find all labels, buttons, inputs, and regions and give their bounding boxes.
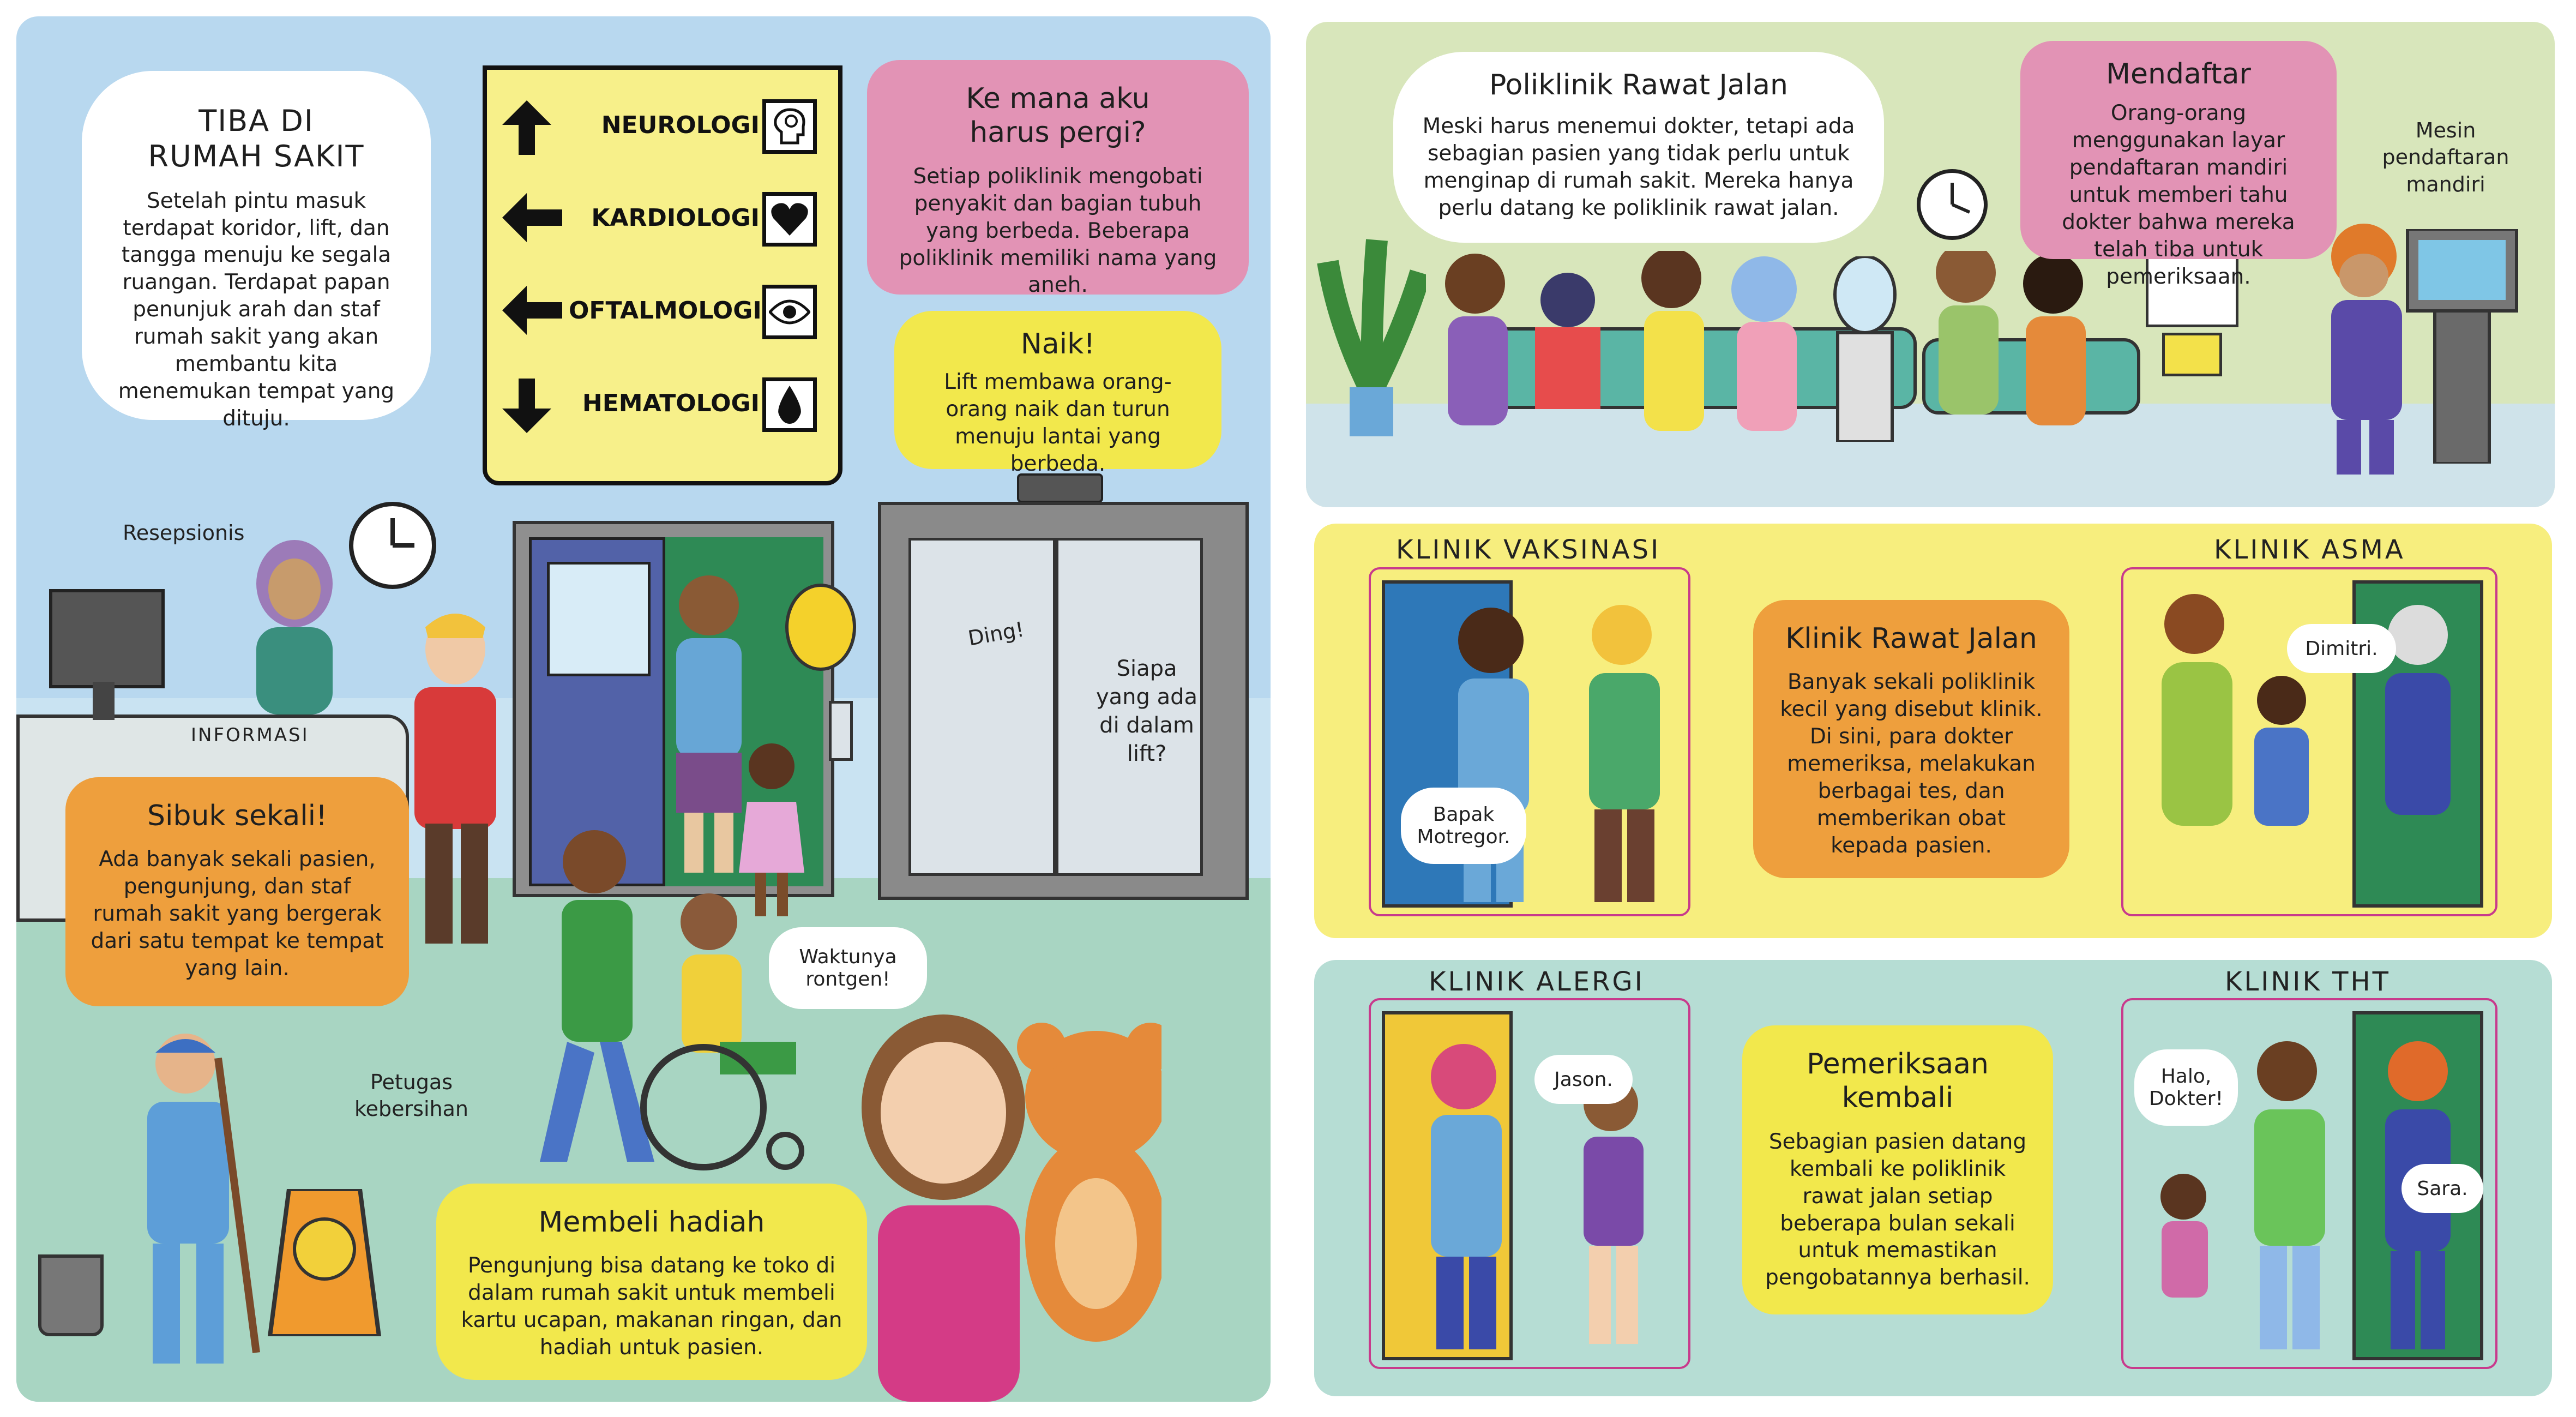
wet-floor-sign bbox=[267, 1189, 382, 1336]
outpatient-title: Poliklinik Rawat Jalan bbox=[1489, 69, 1788, 101]
intro-body: Setelah pintu masuk terdapat koridor, lift, dan tangga menuju ke segala ruangan. Terdapat papan penunjuk arah dan staf rumah sakit yang akan membantu kita menemukan tempat yang dituju. bbox=[118, 188, 395, 431]
girl-with-teddy bbox=[856, 998, 1161, 1402]
clinics-panel bbox=[1314, 524, 2552, 938]
sign-label-neurologi: NEUROLOGI bbox=[601, 111, 760, 139]
vaccine-speech-bubble: Bapak Motregor. bbox=[1401, 788, 1526, 864]
where-title: Ke mana aku harus pergi? bbox=[966, 82, 1150, 149]
register-box bbox=[2020, 41, 2337, 289]
door-window bbox=[547, 562, 651, 676]
asthma-clinic-frame bbox=[2121, 567, 2497, 916]
up-arrow-icon bbox=[502, 100, 551, 155]
sign-row-neurologi bbox=[487, 85, 847, 167]
heart-icon bbox=[762, 192, 817, 247]
sign-label-kardiologi: KARDIOLOGI bbox=[591, 204, 760, 232]
outpatient-clinic-body: Banyak sekali poliklinik kecil yang disebut klinik. Di sini, para dokter memeriksa, melakukan berbagai tes, dan memberikan obat kepada pasien. bbox=[1780, 670, 2043, 858]
busy-box bbox=[65, 777, 409, 1006]
busy-body: Ada banyak sekali pasien, pengunjung, dan staf rumah sakit yang bergerak dari satu tempat ke tempat yang lain. bbox=[91, 847, 384, 981]
vaccine-clinic-title: KLINIK VAKSINASI bbox=[1396, 535, 1661, 565]
gift-title: Membeli hadiah bbox=[538, 1206, 765, 1239]
lift-title: Naik! bbox=[1020, 328, 1096, 361]
gift-body: Pengunjung bisa datang ke toko di dalam rumah sakit untuk membeli kartu ucapan, makanan ringan, dan hadiah untuk pasien. bbox=[461, 1253, 842, 1360]
busy-title: Sibuk sekali! bbox=[147, 800, 327, 832]
lift-call-button[interactable] bbox=[829, 701, 853, 761]
ent-clinic-frame bbox=[2121, 998, 2497, 1369]
potted-plant bbox=[1317, 229, 1426, 436]
info-desk-label: INFORMASI bbox=[191, 724, 309, 746]
followup-box bbox=[1742, 1025, 2053, 1314]
outpatient-clinic-title: Klinik Rawat Jalan bbox=[1785, 622, 2037, 655]
followup-title: Pemeriksaan kembali bbox=[1807, 1048, 1989, 1115]
followup-panel bbox=[1314, 960, 2552, 1396]
sign-row-oftalmologi bbox=[487, 271, 847, 352]
outpatient-box bbox=[1393, 52, 1884, 243]
intro-title: TIBA DI RUMAH SAKIT bbox=[148, 104, 365, 173]
allergy-clinic-frame bbox=[1369, 998, 1690, 1369]
computer-monitor bbox=[49, 589, 165, 688]
cleaner-figure bbox=[93, 1025, 267, 1374]
lift-question-text: Siapa yang ada di dalam lift? bbox=[1096, 656, 1198, 766]
left-arrow-icon bbox=[502, 193, 562, 242]
left-page bbox=[16, 16, 1271, 1402]
sign-row-kardiologi bbox=[487, 178, 847, 260]
brain-head-icon bbox=[762, 99, 817, 154]
wall-clock bbox=[349, 502, 436, 589]
ent-clinic-title: KLINIK THT bbox=[2225, 966, 2391, 997]
outpatient-body: Meski harus menemui dokter, tetapi ada sebagian pasien yang tidak perlu untuk menginap di rumah sakit. Mereka hanya perlu datang ke poliklinik rawat jalan. bbox=[1422, 114, 1855, 221]
vaccine-clinic-frame bbox=[1369, 567, 1690, 916]
left-arrow-icon bbox=[502, 286, 562, 335]
outpatient-panel bbox=[1306, 22, 2555, 507]
register-title: Mendaftar bbox=[2106, 58, 2251, 91]
lift-body: Lift membawa orang-orang naik dan turun menuju lantai yang berbeda. bbox=[944, 370, 1172, 477]
sign-label-hematologi: HEMATOLOGI bbox=[582, 389, 760, 417]
lift-ding-text: Ding! bbox=[966, 617, 1026, 651]
lift-door-left[interactable] bbox=[908, 538, 1056, 876]
visitor-red-jacket bbox=[393, 605, 518, 954]
blood-drop-icon bbox=[762, 377, 817, 432]
direction-signboard bbox=[483, 65, 842, 485]
kiosk-user bbox=[2315, 218, 2413, 480]
followup-body: Sebagian pasien datang kembali ke poliklinik rawat jalan setiap beberapa bulan sekali untuk memastikan pengobatannya berhasil. bbox=[1765, 1129, 2030, 1290]
notice-poster bbox=[2162, 333, 2222, 376]
receptionist-label: Resepsionis bbox=[123, 521, 245, 545]
wall-clock bbox=[1917, 169, 1988, 240]
asthma-speech-bubble: Dimitri. bbox=[2287, 624, 2396, 673]
lift-floor-indicator bbox=[1017, 473, 1103, 503]
gift-box bbox=[436, 1184, 867, 1380]
sign-label-oftalmologi: OFTALMOLOGI bbox=[569, 297, 762, 325]
allergy-speech-bubble: Jason. bbox=[1534, 1055, 1633, 1104]
receptionist-figure bbox=[234, 540, 354, 714]
yellow-balloon bbox=[785, 584, 856, 671]
where-body: Setiap poliklinik mengobati penyakit dan bagian tubuh yang berbeda. Beberapa poliklinik memiliki nama yang aneh. bbox=[899, 164, 1217, 298]
lift-box bbox=[894, 311, 1221, 477]
outpatient-clinic-box bbox=[1753, 600, 2069, 878]
intro-box bbox=[82, 71, 431, 431]
ent-speech-bubble-left: Halo, Dokter! bbox=[2134, 1049, 2238, 1126]
xray-speech-bubble: Waktunya rontgen! bbox=[769, 927, 927, 1009]
eye-icon bbox=[762, 285, 817, 339]
self-registration-kiosk[interactable] bbox=[2402, 229, 2522, 464]
ent-speech-bubble-right: Sara. bbox=[2402, 1164, 2483, 1213]
monitor-stand bbox=[93, 682, 115, 720]
down-arrow-icon bbox=[502, 379, 551, 433]
mop-bucket bbox=[38, 1254, 104, 1336]
allergy-clinic-title: KLINIK ALERGI bbox=[1429, 966, 1645, 997]
where-box bbox=[867, 60, 1249, 298]
sign-row-hematologi bbox=[487, 363, 847, 445]
asthma-clinic-title: KLINIK ASMA bbox=[2214, 535, 2405, 565]
register-body: Orang-orang menggunakan layar pendaftaran mandiri untuk memberi tahu dokter bahwa mereka telah tiba untuk pemeriksaan. bbox=[2062, 101, 2295, 289]
kiosk-label: Mesin pendaftaran mandiri bbox=[2382, 118, 2509, 196]
cleaner-label: Petugas kebersihan bbox=[354, 1070, 468, 1121]
